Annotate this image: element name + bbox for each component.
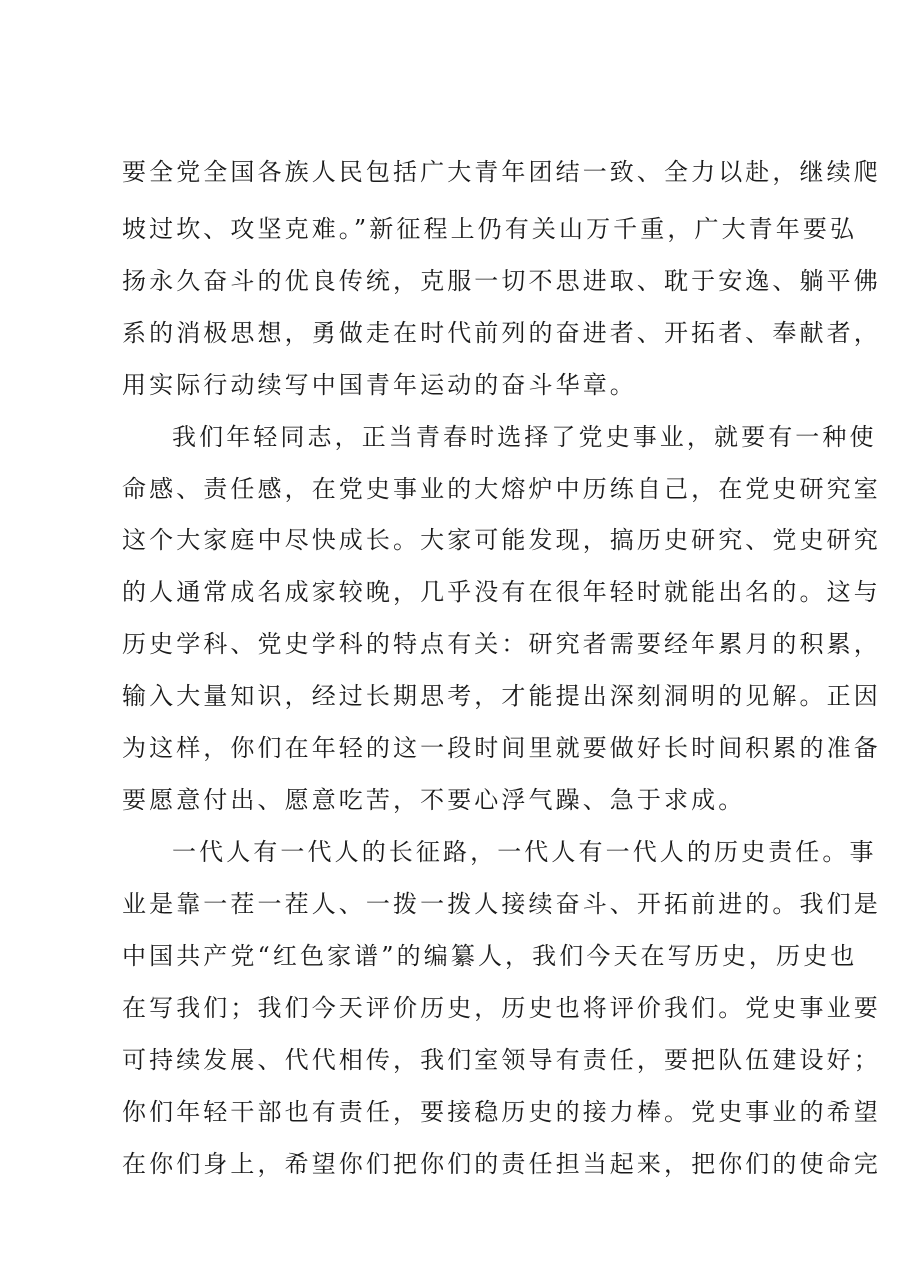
text-line: 要愿意付出、愿意吃苦，不要心浮气躁、急于求成。 xyxy=(122,786,746,814)
text-line: 业是靠一茬一茬人、一拨一拨人接续奋斗、开拓前进的。我们是 xyxy=(122,890,881,918)
text-line: 的人通常成名成家较晚，几乎没有在很年轻时就能出名的。这与 xyxy=(122,578,881,606)
text-line: 为这样，你们在年轻的这一段时间里就要做好长时间积累的准备 xyxy=(122,734,881,762)
text-line: 输入大量知识，经过长期思考，才能提出深刻洞明的见解。正因 xyxy=(122,682,881,710)
text-line: 命感、责任感，在党史事业的大熔炉中历练自己，在党史研究室 xyxy=(122,475,881,503)
text-line: 要全党全国各族人民包括广大青年团结一致、全力以赴，继续爬 xyxy=(122,158,881,186)
text-line: 用实际行动续写中国青年运动的奋斗华章。 xyxy=(122,371,637,399)
text-line: 历史学科、党史学科的特点有关：研究者需要经年累月的积累， xyxy=(122,630,881,658)
text-line: 在你们身上，希望你们把你们的责任担当起来，把你们的使命完 xyxy=(122,1150,881,1178)
text-line: 在写我们；我们今天评价历史，历史也将评价我们。党史事业要 xyxy=(122,994,881,1022)
paragraph-start-line: 一代人有一代人的长征路，一代人有一代人的历史责任。事 xyxy=(172,838,877,866)
text-line: 坡过坎、攻坚克难。”新征程上仍有关山万千重，广大青年要弘 xyxy=(122,215,858,243)
text-line: 你们年轻干部也有责任，要接稳历史的接力棒。党史事业的希望 xyxy=(122,1098,881,1126)
text-line: 可持续发展、代代相传，我们室领导有责任，要把队伍建设好； xyxy=(122,1046,881,1074)
text-line: 扬永久奋斗的优良传统，克服一切不思进取、耽于安逸、躺平佛 xyxy=(122,267,881,295)
text-line: 系的消极思想，勇做走在时代前列的奋进者、开拓者、奉献者， xyxy=(122,319,881,347)
text-line: 中国共产党“红色家谱”的编纂人，我们今天在写历史，历史也 xyxy=(122,942,858,970)
paragraph-start-line: 我们年轻同志，正当青春时选择了党史事业，就要有一种使 xyxy=(172,423,877,451)
text-line: 这个大家庭中尽快成长。大家可能发现，搞历史研究、党史研究 xyxy=(122,526,881,554)
